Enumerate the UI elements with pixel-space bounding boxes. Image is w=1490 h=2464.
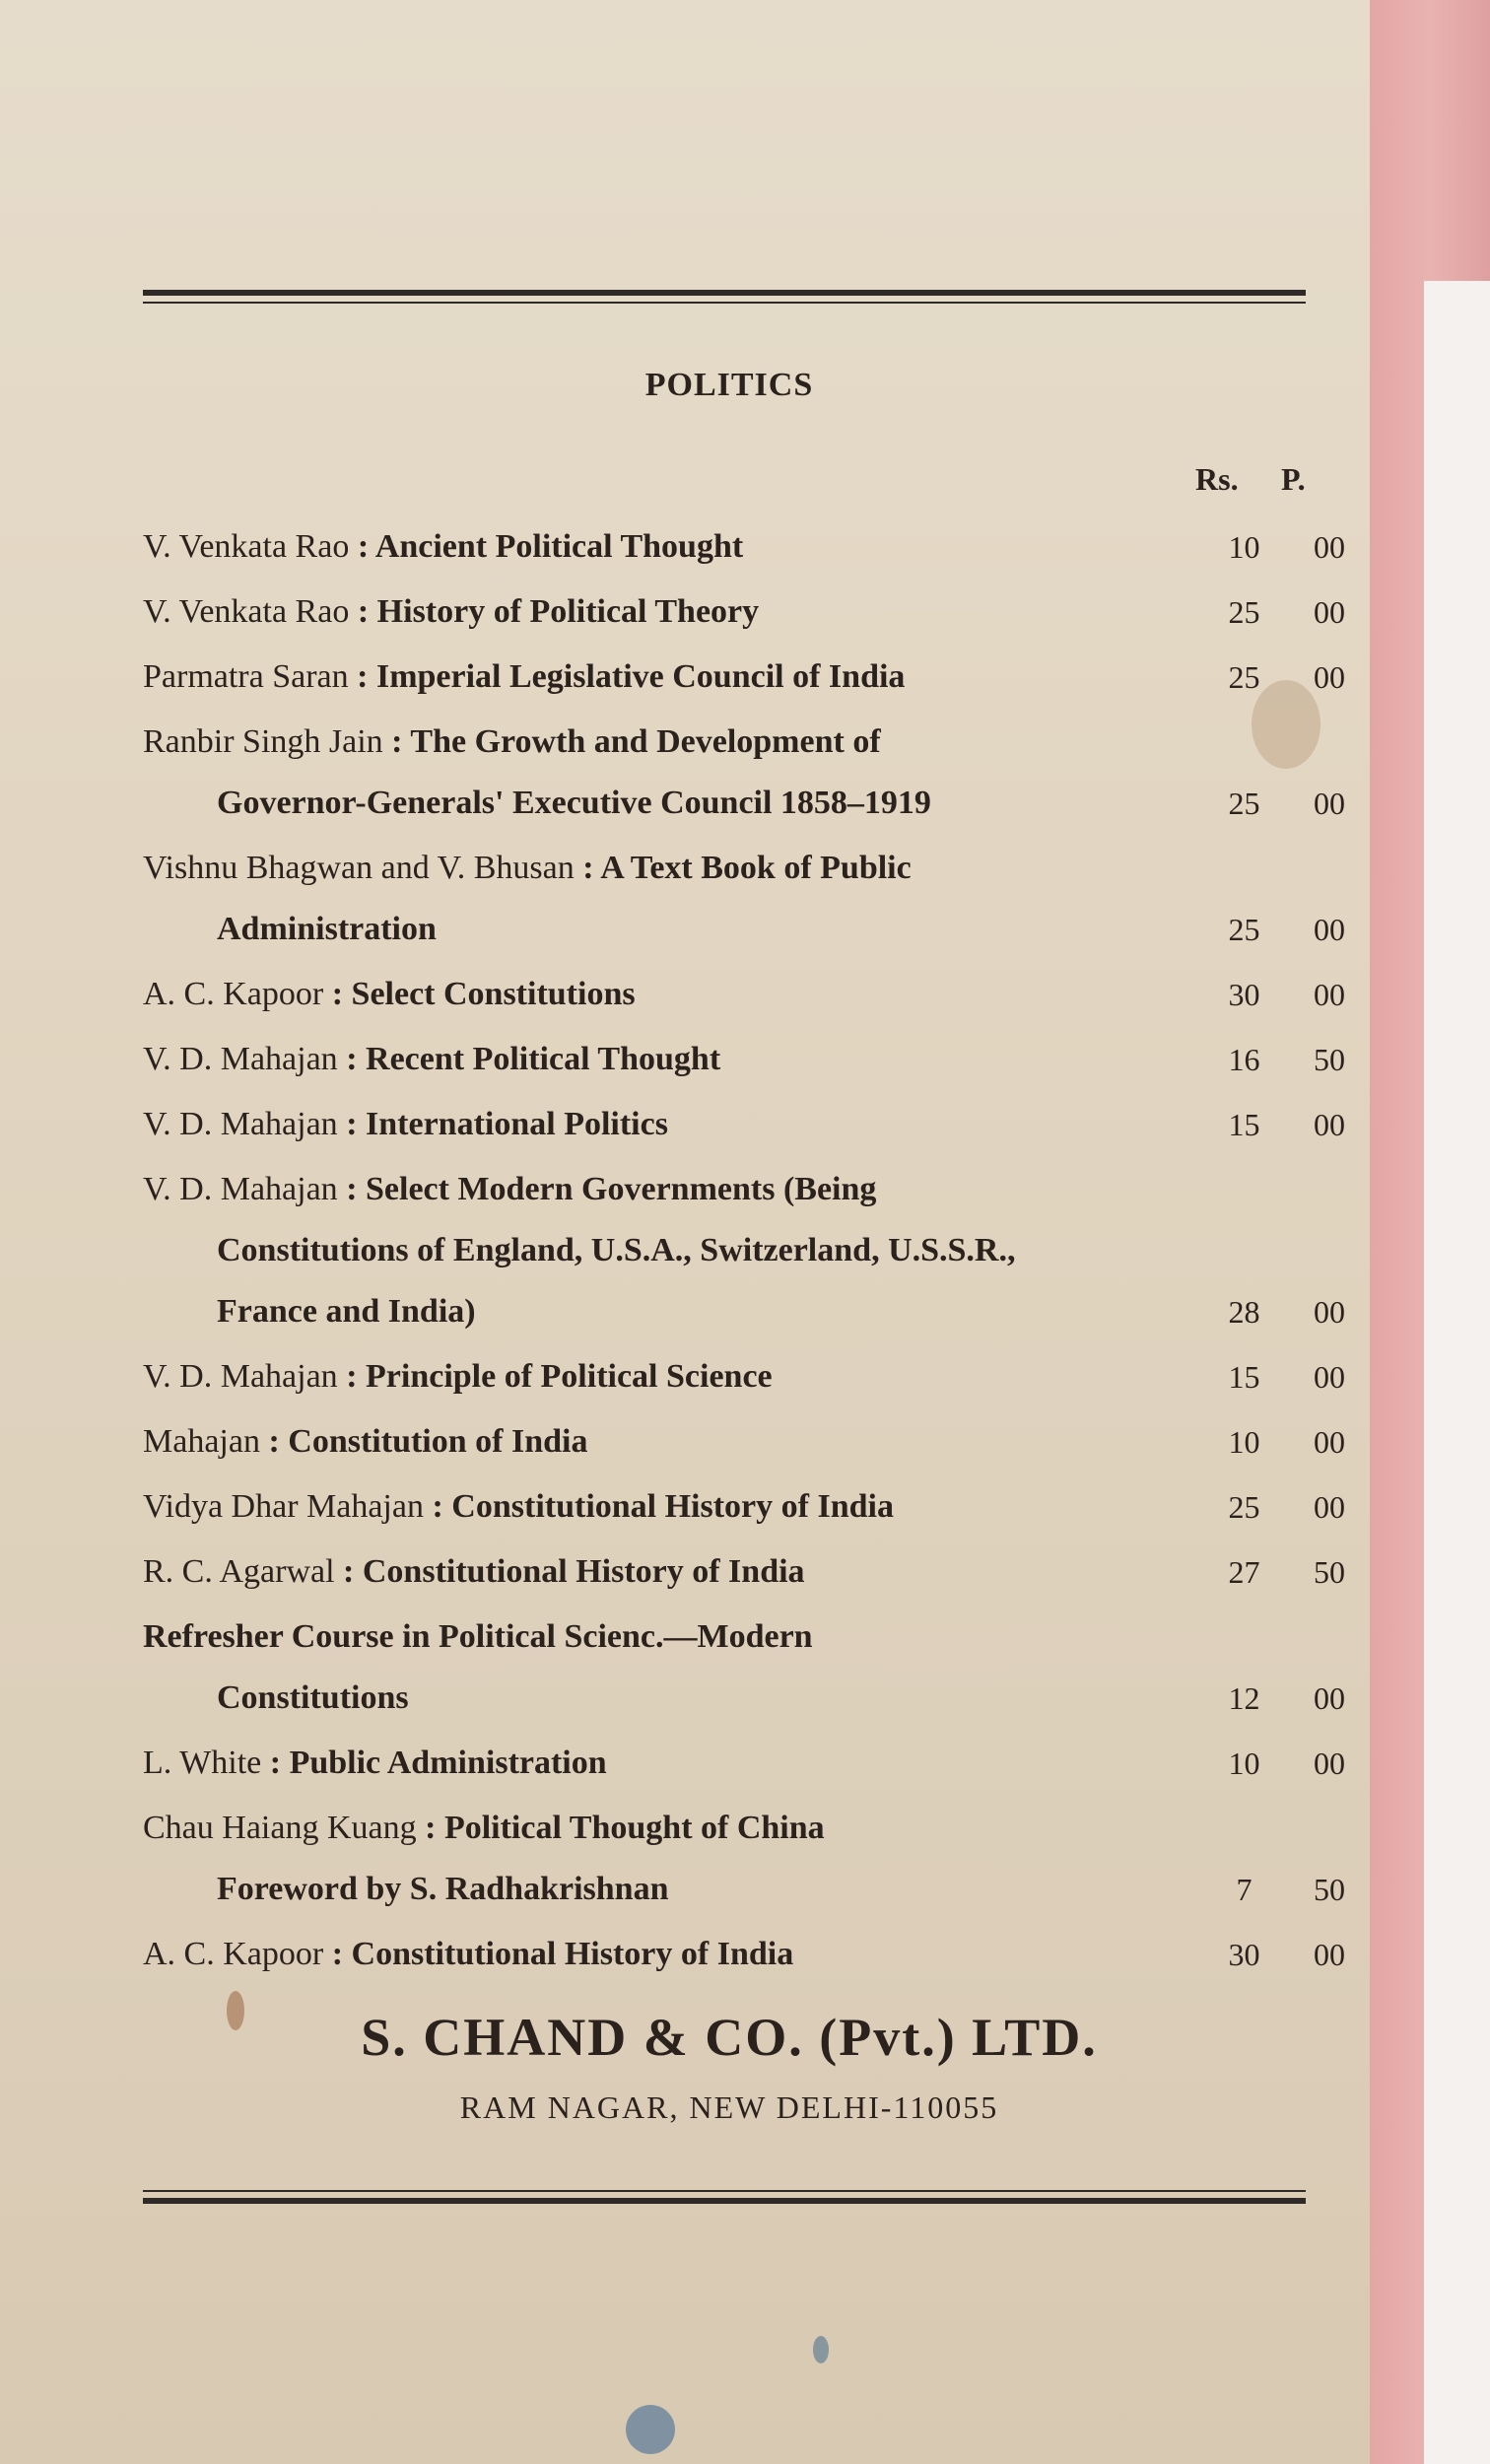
price-paise: 00 bbox=[1314, 786, 1345, 821]
price-rupees: 15 bbox=[1228, 1107, 1260, 1142]
book-author: V. D. Mahajan bbox=[143, 1041, 338, 1077]
price-rupees: 7 bbox=[1236, 1872, 1253, 1907]
price-paise: 00 bbox=[1314, 1680, 1345, 1716]
entry-line bbox=[143, 516, 1345, 578]
publisher-address: RAM NAGAR, NEW DELHI-110055 bbox=[459, 2089, 999, 2125]
book-entry bbox=[143, 1733, 1345, 1794]
book-entry bbox=[143, 1541, 1345, 1603]
entry-line bbox=[143, 1924, 1345, 1985]
book-author: V. D. Mahajan bbox=[143, 1106, 338, 1142]
book-title: Constitutional History of India bbox=[451, 1488, 894, 1525]
price-paise: 00 bbox=[1314, 977, 1345, 1012]
entry-line bbox=[143, 899, 1345, 960]
book-author: Ranbir Singh Jain bbox=[143, 723, 383, 760]
book-entry bbox=[143, 516, 1345, 578]
book-title: Administration bbox=[217, 911, 437, 947]
entry-line bbox=[143, 1668, 1345, 1729]
rupees-header: Rs. bbox=[1195, 461, 1239, 497]
author-separator: : bbox=[337, 1041, 367, 1077]
section-heading: POLITICS bbox=[644, 367, 814, 403]
price-rupees: 25 bbox=[1228, 594, 1260, 630]
book-title: International Politics bbox=[366, 1106, 668, 1142]
author-separator: : bbox=[416, 1810, 444, 1846]
price-rupees: 10 bbox=[1228, 1745, 1260, 1781]
price-rupees: 30 bbox=[1228, 977, 1260, 1012]
price-rupees: 27 bbox=[1228, 1554, 1260, 1590]
price-rupees: 25 bbox=[1228, 912, 1260, 947]
bottom-rule bbox=[143, 2190, 1306, 2204]
entry-line bbox=[143, 1798, 1325, 1859]
price-paise: 00 bbox=[1314, 912, 1345, 947]
entry-line bbox=[143, 1159, 1325, 1220]
book-title: Constitutions of England, U.S.A., Switzerland, U.S.S.R., bbox=[217, 1232, 1016, 1268]
price-paise: 00 bbox=[1314, 529, 1345, 565]
entry-line bbox=[143, 964, 1345, 1025]
author-separator: : bbox=[259, 1423, 289, 1460]
entry-line bbox=[143, 1859, 1345, 1920]
publisher-name: S. CHAND & CO. (Pvt.) LTD. bbox=[361, 2008, 1098, 2067]
book-author: Chau Haiang Kuang bbox=[143, 1810, 417, 1846]
entry-line bbox=[143, 582, 1345, 643]
book-title: A Text Book of Public bbox=[600, 850, 912, 886]
entry-line bbox=[143, 1220, 1325, 1281]
price-rupees: 10 bbox=[1228, 529, 1260, 565]
entry-line bbox=[143, 1411, 1345, 1472]
book-title: Constitutions bbox=[217, 1679, 409, 1716]
book-author: A. C. Kapoor bbox=[143, 976, 324, 1012]
entry-line bbox=[143, 838, 1325, 899]
book-entry bbox=[143, 1094, 1345, 1155]
book-author: Vishnu Bhagwan and V. Bhusan bbox=[143, 850, 575, 886]
author-separator: : bbox=[337, 1106, 367, 1142]
book-entry bbox=[143, 1029, 1345, 1090]
book-title: Constitution of India bbox=[288, 1423, 588, 1460]
price-paise: 00 bbox=[1314, 594, 1345, 630]
price-paise: 50 bbox=[1314, 1872, 1345, 1907]
price-rupees: 12 bbox=[1228, 1680, 1260, 1716]
book-title: Principle of Political Science bbox=[366, 1358, 773, 1395]
book-author: Vidya Dhar Mahajan bbox=[143, 1488, 424, 1525]
author-separator: : bbox=[334, 1553, 363, 1590]
book-title: Constitutional History of India bbox=[351, 1936, 794, 1972]
entry-line bbox=[143, 773, 1345, 834]
book-entry bbox=[143, 964, 1345, 1025]
book-entry bbox=[143, 1411, 1345, 1472]
book-entry bbox=[143, 712, 1345, 834]
author-separator: : bbox=[349, 593, 377, 630]
book-title: Imperial Legislative Council of India bbox=[375, 658, 906, 695]
book-title: Select Constitutions bbox=[351, 976, 636, 1012]
price-rupees: 10 bbox=[1228, 1424, 1260, 1460]
author-separator: : bbox=[323, 1936, 352, 1972]
entry-line bbox=[143, 1094, 1345, 1155]
book-entry bbox=[143, 1476, 1345, 1538]
entry-line bbox=[143, 1733, 1345, 1794]
book-title: France and India) bbox=[217, 1293, 476, 1330]
price-rupees: 15 bbox=[1228, 1359, 1260, 1395]
author-separator: : bbox=[337, 1171, 367, 1207]
ink-spot bbox=[813, 2336, 829, 2363]
author-separator: : bbox=[348, 658, 376, 695]
author-separator: : bbox=[382, 723, 411, 760]
price-paise: 00 bbox=[1314, 1107, 1345, 1142]
price-rupees: 25 bbox=[1228, 659, 1260, 695]
price-paise: 00 bbox=[1314, 659, 1345, 695]
book-title: Governor-Generals' Executive Council 1858–1919 bbox=[217, 785, 931, 821]
book-author: A. C. Kapoor bbox=[143, 1936, 324, 1972]
author-separator: : bbox=[261, 1745, 290, 1781]
book-entry bbox=[143, 838, 1345, 960]
author-separator: : bbox=[323, 976, 352, 1012]
book-title: History of Political Theory bbox=[376, 593, 760, 630]
book-entry bbox=[143, 1607, 1345, 1729]
book-author: V. Venkata Rao bbox=[143, 528, 350, 565]
book-title: Recent Political Thought bbox=[366, 1041, 721, 1077]
entry-line bbox=[143, 1541, 1345, 1603]
book-author: V. D. Mahajan bbox=[143, 1358, 338, 1395]
book-author: Mahajan bbox=[143, 1423, 260, 1460]
entry-line bbox=[143, 1607, 1325, 1668]
book-author: R. C. Agarwal bbox=[143, 1553, 335, 1590]
book-entry bbox=[143, 1924, 1345, 1985]
book-entry bbox=[143, 1346, 1345, 1407]
price-paise: 00 bbox=[1314, 1294, 1345, 1330]
book-author: V. D. Mahajan bbox=[143, 1171, 338, 1207]
entry-line bbox=[143, 1029, 1345, 1090]
author-separator: : bbox=[337, 1358, 367, 1395]
book-entry bbox=[143, 1798, 1345, 1920]
book-title: Ancient Political Thought bbox=[374, 528, 744, 565]
torn-paper-edge bbox=[1424, 281, 1490, 2464]
price-rupees: 28 bbox=[1228, 1294, 1260, 1330]
entry-line bbox=[143, 712, 1325, 773]
book-entry bbox=[143, 1159, 1345, 1342]
book-author: V. Venkata Rao bbox=[143, 593, 350, 630]
price-rupees: 25 bbox=[1228, 786, 1260, 821]
price-paise: 00 bbox=[1314, 1937, 1345, 1972]
author-separator: : bbox=[574, 850, 601, 886]
book-title: Select Modern Governments (Being bbox=[366, 1171, 877, 1207]
entry-line bbox=[143, 1281, 1345, 1342]
author-separator: : bbox=[423, 1488, 452, 1525]
paise-header: P. bbox=[1281, 461, 1306, 497]
price-paise: 00 bbox=[1314, 1489, 1345, 1525]
price-paise: 50 bbox=[1314, 1042, 1345, 1077]
book-author: L. White bbox=[143, 1745, 262, 1781]
price-paise: 00 bbox=[1314, 1359, 1345, 1395]
author-separator: : bbox=[349, 528, 375, 565]
price-paise: 00 bbox=[1314, 1424, 1345, 1460]
book-entry bbox=[143, 582, 1345, 643]
price-paise: 50 bbox=[1314, 1554, 1345, 1590]
price-rupees: 16 bbox=[1228, 1042, 1260, 1077]
price-rupees: 25 bbox=[1228, 1489, 1260, 1525]
price-paise: 00 bbox=[1314, 1745, 1345, 1781]
entry-line bbox=[143, 1346, 1345, 1407]
price-rupees: 30 bbox=[1228, 1937, 1260, 1972]
book-title: The Growth and Development of bbox=[410, 723, 881, 760]
ink-spot bbox=[626, 2405, 675, 2454]
book-author: Parmatra Saran bbox=[143, 658, 349, 695]
book-title: Political Thought of China bbox=[443, 1810, 825, 1846]
book-title: Foreword by S. Radhakrishnan bbox=[217, 1871, 669, 1907]
entry-line bbox=[143, 647, 1345, 708]
book-title: Constitutional History of India bbox=[362, 1553, 805, 1590]
book-title: Refresher Course in Political Scienc.—Modern bbox=[143, 1618, 813, 1655]
book-entry bbox=[143, 647, 1345, 708]
entry-line bbox=[143, 1476, 1345, 1538]
book-title: Public Administration bbox=[289, 1745, 607, 1781]
top-rule bbox=[143, 290, 1306, 304]
